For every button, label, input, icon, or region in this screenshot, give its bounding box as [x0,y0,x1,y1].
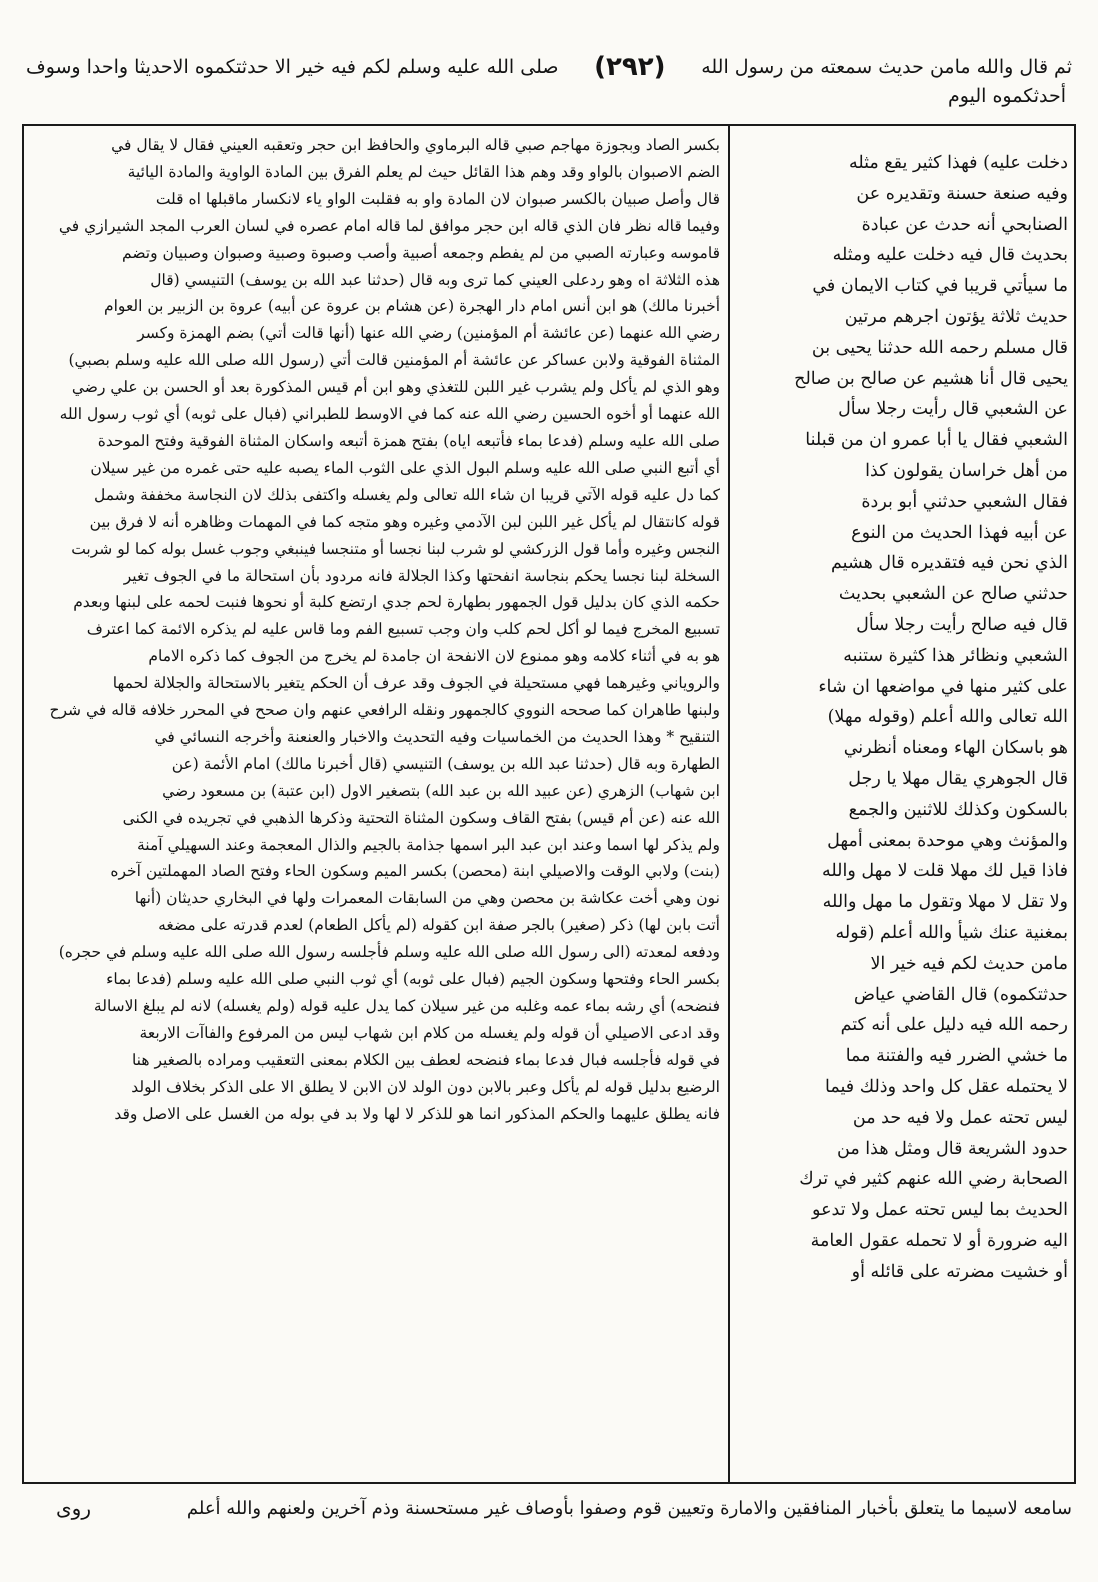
text-line: حدثتكموه) قال القاضي عياض [853,984,1068,1005]
text-line: أي أتبع النبي صلى الله عليه وسلم البول الذي على الثوب الماء يصبه عليه حتى غمره من غير سيلان [90,458,720,477]
text-line: ولبنها طاهران كما صححه النووي كالجمهور ونقله الرافعي عنهم وان صحح في المحرر خلافه قاله في شرح [49,701,720,720]
text-line: الله تعالى والله أعلم (وقوله مهلا) [827,707,1068,728]
text-line: أخبرنا مالك) هو ابن أنس امام دار الهجرة (عن هشام بن عروة عن أبيه) عروة بن الزبير بن العوام [104,297,720,316]
text-line: ابن شهاب) الزهري (عن عبيد الله بن عبد الله) بتصغير الاول (ابن عتبة) بن مسعود رضي [162,781,720,800]
text-line: حدود الشريعة قال ومثل هذا من [837,1138,1068,1159]
text-line: هذه الثلاثة اه وهو ردعلى العيني كما ترى وبه قال (حدثنا عبد الله بن يوسف) التنيسي (قال [150,270,720,289]
text-line: حكمه الذي كان بدليل قول الجمهور بطهارة لحم جدي ارتضع كلبة أو نحوها فنبت لحمه على لبنها وبعدم [73,593,720,612]
header-continuation: أحدثكموه اليوم [948,85,1066,107]
side-column-commentary [736,148,1068,1478]
text-line: نون وهي أخت عكاشة بن محصن وهي من السابقات المعمرات ولها في البخاري حديثان (أنها [134,889,720,908]
text-line: ما خشي الضرر فيه والفتنة مما [845,1046,1068,1067]
text-line: صلى الله عليه وسلم (فدعا بماء فأتبعه اياه) بفتح همزة أتبعه واسكان المثناة الفوقية وفتح الموحدة [97,431,720,450]
text-line: قال فيه صالح رأيت رجلا سأل [856,614,1068,635]
text-line: المثناة الفوقية ولابن عساكر عن عائشة أم المؤمنين قالت أتي (رسول الله صلى الله عليه وسلم بصبي) [68,351,720,370]
text-line: فقال الشعبي حدثني أبو بردة [861,491,1068,512]
text-line: قال الجوهري يقال مهلا يا رجل [848,768,1068,789]
text-line: بمغنية عنك شيأ والله أعلم (قوله [835,922,1068,943]
catchword: روى [56,1496,91,1520]
text-line: التنقيح * وهذا الحديث من الخماسيات وفيه التحديث والاخبار والعنعنة وأخرجه النسائي في [154,727,720,746]
header-line [26,52,1072,82]
text-line: كما دل عليه قوله الآتي قريبا ان شاء الله تعالى ولم يغسله واكتفى بذلك لان النجاسة مخففة وشمل [93,485,720,504]
text-line: وقد ادعى الاصيلي أن قوله ولم يغسله من كلام ابن شهاب ليس من المرفوع والفاآت الاربعة [139,1023,720,1042]
page-header [26,52,1072,116]
text-line: وفيه صنعة حسنة وتقديره عن [856,183,1068,204]
text-line: الذي نحن فيه فتقديره قال هشيم [831,553,1068,574]
text-line: قال مسلم رحمه الله حدثنا يحيى بن [811,337,1068,358]
text-line: الشعبي فقال يا أبا عمرو ان من قبلنا [805,430,1068,451]
text-line: اليه ضرورة أو لا تحمله عقول العامة [810,1230,1068,1251]
text-line: وفيما قاله نظر فان الذي قاله ابن حجر موافق لما قاله امام عصره في لسان العرب المجد الشيرازي في [58,216,720,235]
text-line: الصنابحي أنه حدث عن عبادة [861,214,1068,235]
text-line: بكسر الحاء وفتحها وسكون الجيم (فبال على ثوبه) أي ثوب النبي صلى الله عليه وسلم (فدعا بماء [106,970,720,989]
text-line: والروياني وغيرهما فهي مستحيلة في الجوف وقد عرف أن الحكم يتغير بالاستحالة والجلالة لحمها [112,674,720,693]
text-line: الضم الاصبوان بالواو وقد وهم هذا القائل حيث لم يعلم الفرق بين المادة الواوية والمادة اليائية [127,162,720,181]
text-line: الله عنهما أو أخوه الحسين رضي الله عنه كما في الاوسط للطبراني (فبال على ثوبه) أي ثوب رسول الله [59,405,720,424]
text-line: حدثني صالح عن الشعبي بحديث [838,584,1068,605]
text-line: ولم يذكر لها اسما وعند ابن عبد البر اسمها جذامة بالجيم والذال المعجمة وعند السهيلي آمنة [136,835,720,854]
text-line: من أهل خراسان يقولون كذا [865,460,1068,481]
text-line: وهو الذي لم يأكل ولم يشرب غير اللبن للتغذي وهو ابن أم قيس المذكورة بعد أو الحسن بن علي رضي [71,378,720,397]
text-line: عن الشعبي قال رأيت رجلا سأل [838,399,1068,420]
page-number: (٢٩٢) [594,52,666,82]
page-footer [26,1490,1072,1526]
column-divider [728,124,730,1484]
text-line: حديث ثلاثة يؤتون اجرهم مرتين [844,306,1068,327]
text-line: (بنت) ولابي الوقت والاصيلي ابنة (محصن) بكسر الميم وسكون الحاء وفتح الصاد المهملتين آخره [110,862,720,881]
text-line: ما سيأتي قريبا في كتاب الايمان في [812,276,1068,297]
text-line: السخلة لبنا نجسا يحكم بنجاسة انفحتها وكذا الجلالة فانه مردود بأن استحالة ما في الجوف تغير [123,566,720,585]
text-line: مامن حديث لكم فيه خير الا [870,953,1068,974]
text-line: أتت بابن لها) ذكر (صغير) بالجر صفة ابن كقوله (لم يأكل الطعام) لعدم قدرته على مضغه [158,916,720,935]
main-column-commentary [30,132,720,1476]
text-line: قوله كانتقال لم يأكل غير اللبن لبن الآدمي وغيره وهو متجه كما في المهمات وظاهره أنه لا فرق بين [89,512,720,531]
text-line: والمؤنث وهي موحدة بمعنى أمهل [827,830,1068,851]
text-line: أو خشيت مضرته على قائله أو [851,1261,1068,1282]
running-head-left: صلى الله عليه وسلم لكم فيه خير الا حدثتكموه الاحديثا واحدا وسوف [26,56,559,78]
text-line: الحديث بما ليس تحته عمل ولا تدعو [812,1200,1068,1221]
text-line: على كثير منها في مواضعها ان شاء [818,676,1068,697]
text-line: ولا تقل لا مهلا وتقول ما مهل والله [822,892,1068,913]
text-line: دخلت عليه) فهذا كثير يقع مثله [848,153,1068,173]
text-line: بكسر الصاد وبجوزة مهاجم صبي قاله البرماوي والحافظ ابن حجر وتعقبه العيني فقال لا يقال في [111,136,720,154]
text-line: فنضحه) أي رشه بماء عمه وغلبه من غير سيلان كما يدل عليه قوله (ولم يغسله) لانه لم يبلغ الاسالة [93,997,720,1015]
text-line: ليس تحته عمل ولا فيه حد من [852,1107,1068,1128]
text-line: النجس وغيره وأما قول الزركشي لو شرب لبنا نجسا أو متنجسا فينبغي وجوب غسل بوله كما لو شربت [71,539,720,558]
text-line: هو به في أثناء كلامه وهو ممنوع لان الانفحة ان جامدة لم يخرج من الجوف كما ذكره الامام [148,647,720,666]
text-line: رحمه الله فيه دليل على أنه كتم [840,1015,1068,1036]
text-line: الطهارة وبه قال (حدثنا عبد الله بن يوسف) التنيسي (قال أخبرنا مالك) امام الأئمة (عن [171,754,720,773]
text-line: بالسكون وكذلك للاثنين والجمع [848,799,1068,820]
text-line: فانه يطلق عليهما والحكم المذكور انما هو للذكر لا لها ولا بد في بوله من الغسل على الاصل وقد [114,1104,720,1123]
text-line: لا يحتمله عقل كل واحد وذلك فيما [825,1076,1068,1097]
text-line: قاموسه وعبارته الصبي من لم يفطم وجمعه أصبية وأصب وصبوة وصبية وصبوان وصبيان وتضم [122,243,720,262]
text-line: بحديث قال فيه دخلت عليه ومثله [832,245,1068,266]
text-line: يحيى قال أنا هشيم عن صالح بن صالح [794,368,1068,389]
text-line: رضي الله عنهما (عن عائشة أم المؤمنين) رضي الله عنها (أنها قالت أتي) بضم الهمزة وكسر [137,324,720,343]
text-line: تسبيع المخرج فيما لو أكل لحم كلب وان وجب تسبيع الفم وما قاس عليه لم يذكره الائمة كما اعترف [86,620,720,639]
text-line: ودفعه لمعدته (الى رسول الله صلى الله عليه وسلم فأجلسه رسول الله صلى الله عليه وسلم في حجره) [58,943,720,962]
text-line: فاذا قيل لك مهلا قلت لا مهل والله [822,861,1068,882]
text-line: الشعبي ونظائر هذا كثيرة ستنبه [843,645,1068,666]
footer-line: سامعه لاسيما ما يتعلق بأخبار المنافقين والامارة وتعيين قوم وصفوا بأوصاف غير مستحسنة وذم آخرين ولعنهم والله أعلم [186,1497,1072,1519]
text-line: الصحابة رضي الله عنهم كثير في ترك [799,1169,1068,1190]
running-head-right: ثم قال والله مامن حديث سمعته من رسول الله [701,56,1072,78]
text-line: هو باسكان الهاء ومعناه أنظرني [843,738,1068,759]
text-line: الرضيع بدليل قوله لم يأكل وعبر بالابن دون الولد لان الابن لا يطلق الا على الذكر بخلاف الولد [131,1077,720,1096]
text-line: عن أبيه فهذا الحديث من النوع [851,522,1068,543]
text-line: قال وأصل صبيان بالكسر صبوان لان المادة واو به فقلبت الواو ياء لانكسار ماقبلها اه قلت [155,189,720,208]
text-line: الله عنه (عن أم قيس) بفتح القاف وسكون المثناة التحتية وذكرها الذهبي في تجريده في الكنى [122,808,720,827]
text-line: في قوله فأجلسه فبال فدعا بماء فنضحه لعطف بين الكلام بمعنى التعقيب ومراده بالصغير هنا [131,1050,720,1069]
